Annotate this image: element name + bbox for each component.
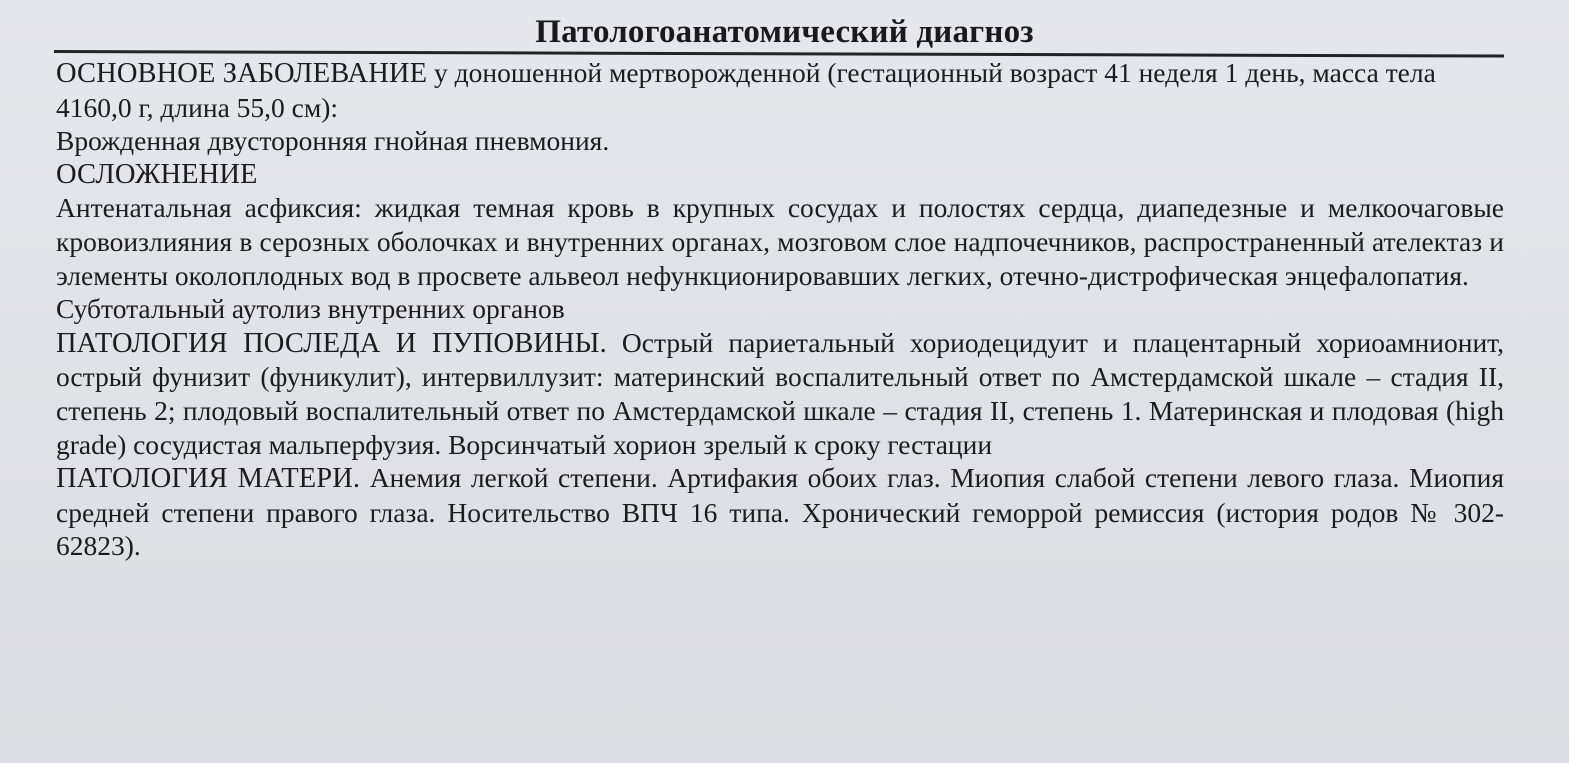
main-disease-paragraph bbox=[56, 56, 1504, 124]
complication-heading: ОСЛОЖНЕНИЕ bbox=[56, 158, 258, 190]
placenta-pathology-heading: ПАТОЛОГИЯ ПОСЛЕДА И ПУПОВИНЫ. bbox=[56, 327, 607, 359]
document-body bbox=[56, 56, 1504, 563]
main-disease-diagnosis: Врожденная двусторонняя гнойная пневмония. bbox=[56, 125, 610, 157]
main-disease-text: у доношенной мертворожденной (гестационный возраст 41 неделя 1 день, масса тела 4160,0 г, длина 55,0 см): bbox=[56, 57, 1436, 123]
autolysis-text: Субтотальный аутолиз внутренних органов bbox=[56, 293, 565, 325]
placenta-pathology-text: Острый париетальный хориодецидуит и плацентарный хориоамнионит, острый фунизит (фуникулит), интервиллузит: материнский воспалительный ответ по Амстердамской шкале – стадия II, степень 2; плодовый воспалительный ответ по Амстердамской шкале – стадия II, степень 1. Материнская и плодовая (high grade) сосудистая мальперфузия. Ворсинчатый хорион зрелый к сроку гестации bbox=[56, 326, 1504, 460]
placenta-pathology-paragraph bbox=[56, 326, 1504, 461]
maternal-pathology-heading: ПАТОЛОГИЯ МАТЕРИ. bbox=[56, 463, 361, 495]
maternal-pathology-paragraph bbox=[56, 461, 1504, 563]
maternal-pathology-text: Анемия легкой степени. Артифакия обоих глаз. Миопия слабой степени левого глаза. Миопия средней степени правого глаза. Носительство ВПЧ 16 типа. Хронический геморрой ремиссия (история родов № 302-62823). bbox=[56, 462, 1504, 562]
document-title: Патологоанатомический диагноз bbox=[535, 14, 1034, 50]
main-disease-heading: ОСНОВНОЕ ЗАБОЛЕВАНИЕ bbox=[56, 58, 428, 89]
complication-text: Антенатальная асфиксия: жидкая темная кровь в крупных сосудах и полостях сердца, диапедезные и мелкоочаговые кровоизлияния в серозных оболочках и внутренних органах, мозговом слое надпочечников, распространенный ателектаз и элементы околоплодных вод в просвете альвеол нефункционировавших легких, отечно-дистрофическая энцефалопатия. bbox=[56, 192, 1504, 291]
